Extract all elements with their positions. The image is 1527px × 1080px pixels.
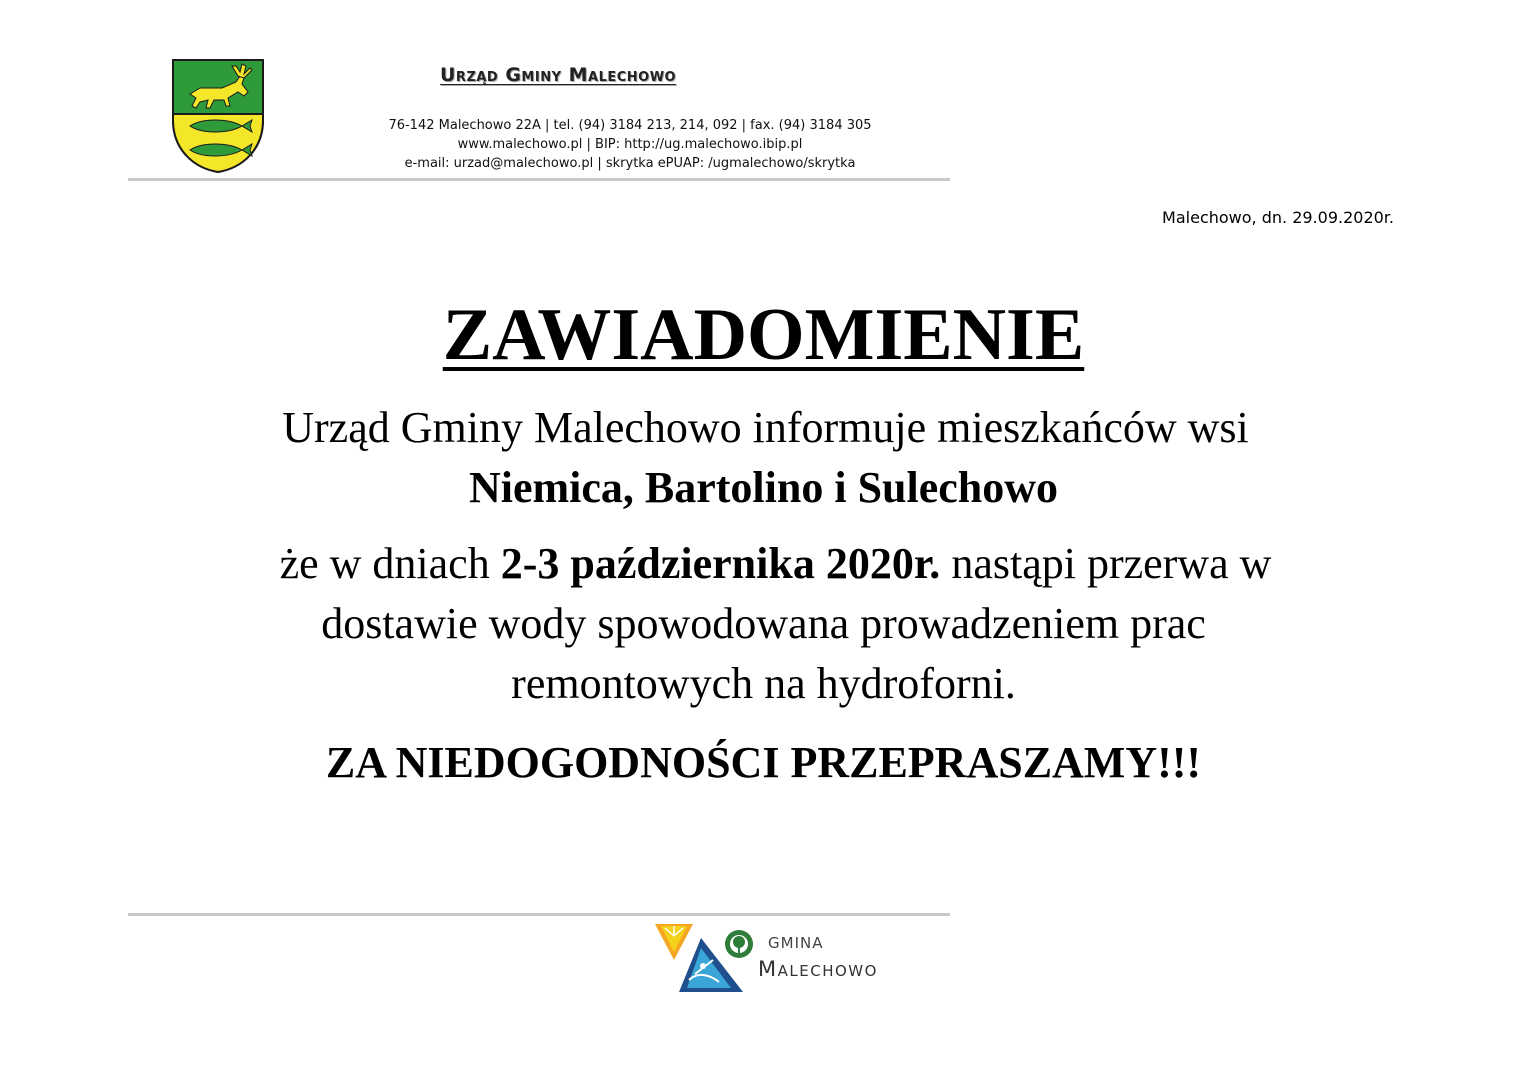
footer-gmina-label: GMINA xyxy=(768,934,824,952)
footer-divider xyxy=(128,913,950,916)
body-line-3 xyxy=(12,536,1527,592)
coat-of-arms-icon xyxy=(170,58,266,174)
gmina-logo-icon xyxy=(653,922,753,994)
body-line-3-suffix: nastąpi przerwa w xyxy=(940,539,1272,588)
outage-dates: 2-3 października 2020r. xyxy=(500,539,941,588)
contact-line-email: e-mail: urzad@malechowo.pl | skrytka ePUAP: /ugmalechowo/skrytka xyxy=(404,156,856,171)
body-line-1: Urząd Gminy Malechowo informuje mieszkańców wsi xyxy=(282,403,1249,452)
body-line-4: dostawie wody spowodowana prowadzeniem prac xyxy=(321,599,1206,648)
body-line-3-prefix: że w dniach xyxy=(279,539,501,588)
office-name: Urząd Gminy Malechowo xyxy=(440,64,677,86)
document-title-text: ZAWIADOMIENIE xyxy=(442,294,1085,376)
document-title xyxy=(0,292,1527,378)
footer-malechowo-label: Malechowo xyxy=(758,957,878,981)
header-divider xyxy=(128,178,950,181)
apology-line: ZA NIEDOGODNOŚCI PRZEPRASZAMY!!! xyxy=(325,738,1202,787)
office-contact xyxy=(330,116,930,173)
contact-line-address: 76-142 Malechowo 22A | tel. (94) 3184 213, 214, 092 | fax. (94) 3184 305 xyxy=(388,118,872,133)
contact-line-web: www.malechowo.pl | BIP: http://ug.malechowo.ibip.pl xyxy=(457,137,803,152)
body-line-5: remontowych na hydroforni. xyxy=(511,659,1016,708)
place-date: Malechowo, dn. 29.09.2020r. xyxy=(1162,208,1394,227)
villages-line: Niemica, Bartolino i Sulechowo xyxy=(468,463,1059,512)
